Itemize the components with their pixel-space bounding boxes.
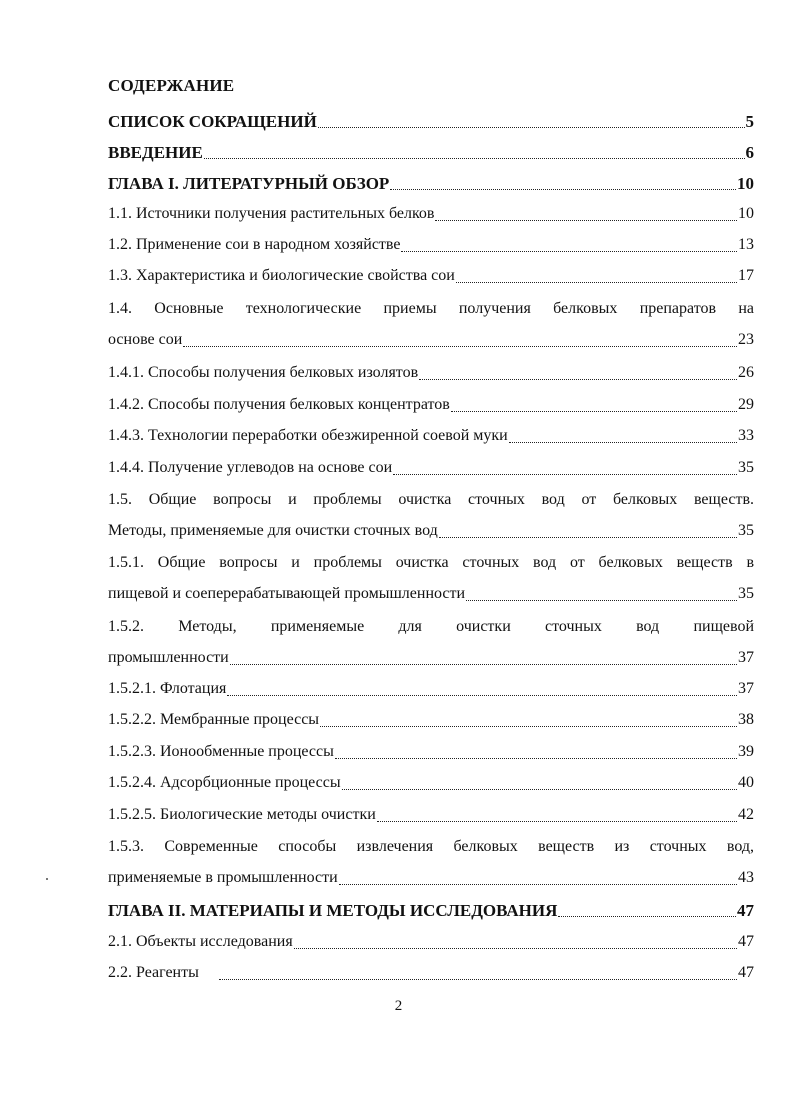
toc-entry-title-line1[interactable]: 1.5.1. Общие вопросы и проблемы очистка сточных вод от белковых веществ в bbox=[108, 554, 754, 571]
toc-entry-title: 1.5.2.4. Адсорбционные процессы bbox=[108, 774, 341, 791]
leader-dots bbox=[342, 789, 737, 790]
toc-entry[interactable] bbox=[108, 774, 754, 796]
toc-entry-title-line2: промышленности bbox=[108, 649, 229, 666]
toc-entry-title-line1[interactable]: 1.5.3. Современные способы извлечения белковых веществ из сточных вод, bbox=[108, 838, 754, 855]
toc-entry-title: 1.4.4. Получение углеводов на основе сои bbox=[108, 459, 393, 476]
toc-entry-page: 42 bbox=[738, 806, 754, 823]
toc-entry[interactable] bbox=[108, 331, 754, 353]
toc-entry-page: 10 bbox=[737, 174, 754, 193]
leader-dots bbox=[456, 282, 737, 283]
toc-entry-title-line2: применяемые в промышленности bbox=[108, 869, 338, 886]
toc-entry-title: 1.4.3. Технологии переработки обезжиренной соевой муки bbox=[108, 427, 508, 444]
toc-entry-page: 47 bbox=[738, 964, 754, 981]
leader-dots bbox=[227, 695, 737, 696]
leader-dots bbox=[219, 979, 737, 980]
toc-entry-title: ГЛАВА II. МАТЕРИАПЫ И МЕТОДЫ ИССЛЕДОВАНИЯ bbox=[108, 901, 558, 920]
leader-dots bbox=[390, 189, 736, 190]
toc-entry-title: 1.5.2.2. Мембранные процессы bbox=[108, 711, 320, 728]
toc-entry[interactable] bbox=[108, 711, 754, 733]
leader-dots bbox=[393, 474, 737, 475]
toc-entry-page: 40 bbox=[738, 774, 754, 791]
toc-entry[interactable] bbox=[108, 427, 754, 449]
toc-entry-page: 6 bbox=[745, 143, 754, 162]
leader-dots bbox=[466, 600, 737, 601]
toc-entry-page: 43 bbox=[738, 869, 754, 886]
toc-entry-title: ВВЕДЕНИЕ bbox=[108, 143, 203, 162]
toc-entry[interactable] bbox=[108, 869, 754, 891]
leader-dots bbox=[294, 948, 737, 949]
leader-dots bbox=[439, 537, 737, 538]
toc-entry-title: 1.5.2.1. Флотация bbox=[108, 680, 227, 697]
leader-dots bbox=[183, 346, 737, 347]
page-number: 2 bbox=[394, 998, 403, 1014]
toc-entry[interactable] bbox=[108, 680, 754, 702]
toc-entry-page: 47 bbox=[737, 901, 754, 920]
toc-entry-page: 37 bbox=[738, 680, 754, 697]
toc-entry[interactable] bbox=[108, 396, 754, 418]
toc-entry[interactable] bbox=[108, 236, 754, 258]
toc-entry-title-line1[interactable]: 1.4. Основные технологические приемы получения белковых препаратов на bbox=[108, 300, 754, 317]
toc-entry-page: 26 bbox=[738, 364, 754, 381]
leader-dots bbox=[318, 127, 745, 128]
toc-entry[interactable] bbox=[108, 205, 754, 227]
toc-entry-page: 29 bbox=[738, 396, 754, 413]
leader-dots bbox=[401, 251, 737, 252]
toc-entry[interactable] bbox=[108, 933, 754, 955]
toc-entry[interactable] bbox=[108, 649, 754, 671]
leader-dots bbox=[451, 411, 737, 412]
toc-entry[interactable] bbox=[108, 522, 754, 544]
toc-entry-title: 1.3. Характеристика и биологические свойства сои bbox=[108, 267, 455, 284]
toc-entry[interactable] bbox=[108, 143, 754, 165]
toc-entry-page: 5 bbox=[745, 112, 754, 131]
toc-entry-page: 13 bbox=[738, 236, 754, 253]
leader-dots bbox=[230, 664, 737, 665]
toc-heading: СОДЕРЖАНИЕ bbox=[108, 76, 235, 95]
toc-entry-title-line1[interactable]: 1.5. Общие вопросы и проблемы очистка сточных вод от белковых веществ. bbox=[108, 491, 754, 508]
toc-entry[interactable] bbox=[108, 585, 754, 607]
toc-entry-title: 1.1. Источники получения растительных белков bbox=[108, 205, 435, 222]
toc-entry[interactable] bbox=[108, 964, 754, 986]
toc-entry-title-line2: Методы, применяемые для очистки сточных вод bbox=[108, 522, 438, 539]
toc-entry-title: 2.2. Реагенты bbox=[108, 964, 199, 981]
leader-dots bbox=[335, 758, 737, 759]
toc-entry-page: 33 bbox=[738, 427, 754, 444]
toc-entry-page: 47 bbox=[738, 933, 754, 950]
toc-entry[interactable] bbox=[108, 364, 754, 386]
toc-entry-page: 17 bbox=[738, 267, 754, 284]
leader-dots bbox=[377, 821, 737, 822]
toc-entry-title: 1.4.1. Способы получения белковых изолятов bbox=[108, 364, 419, 381]
toc-entry[interactable] bbox=[108, 112, 754, 134]
scan-speck bbox=[46, 878, 48, 880]
toc-entry-page: 35 bbox=[738, 459, 754, 476]
toc-entry-title: СПИСОК СОКРАЩЕНИЙ bbox=[108, 112, 317, 131]
toc-entry[interactable] bbox=[108, 901, 754, 923]
toc-entry-title: 1.5.2.5. Биологические методы очистки bbox=[108, 806, 376, 823]
toc-entry-title: ГЛАВА I. ЛИТЕРАТУРНЫЙ ОБЗОР bbox=[108, 174, 390, 193]
toc-entry-page: 23 bbox=[738, 331, 754, 348]
toc-entry-page: 39 bbox=[738, 743, 754, 760]
toc-entry[interactable] bbox=[108, 459, 754, 481]
toc-entry[interactable] bbox=[108, 174, 754, 196]
toc-entry-title: 1.2. Применение сои в народном хозяйстве bbox=[108, 236, 401, 253]
leader-dots bbox=[419, 379, 737, 380]
leader-dots bbox=[339, 884, 737, 885]
leader-dots bbox=[435, 220, 737, 221]
toc-entry[interactable] bbox=[108, 743, 754, 765]
toc-entry-page: 10 bbox=[738, 205, 754, 222]
toc-entry-title: 1.4.2. Способы получения белковых концентратов bbox=[108, 396, 450, 413]
toc-entry-title: 1.5.2.3. Ионообменные процессы bbox=[108, 743, 334, 760]
leader-dots bbox=[509, 442, 737, 443]
toc-entry-page: 37 bbox=[738, 649, 754, 666]
toc-entry-title-line1[interactable]: 1.5.2. Методы, применяемые для очистки сточных вод пищевой bbox=[108, 618, 754, 635]
toc-entry-page: 38 bbox=[738, 711, 754, 728]
toc-entry[interactable] bbox=[108, 267, 754, 289]
toc-entry-page: 35 bbox=[738, 522, 754, 539]
toc-entry-title-line2: основе сои bbox=[108, 331, 183, 348]
toc-entry-title-line2: пищевой и соеперерабатывающей промышленности bbox=[108, 585, 466, 602]
leader-dots bbox=[558, 916, 736, 917]
toc-entry[interactable] bbox=[108, 806, 754, 828]
leader-dots bbox=[320, 726, 737, 727]
toc-entry-title: 2.1. Объекты исследования bbox=[108, 933, 293, 950]
leader-dots bbox=[204, 158, 745, 159]
toc-entry-page: 35 bbox=[738, 585, 754, 602]
